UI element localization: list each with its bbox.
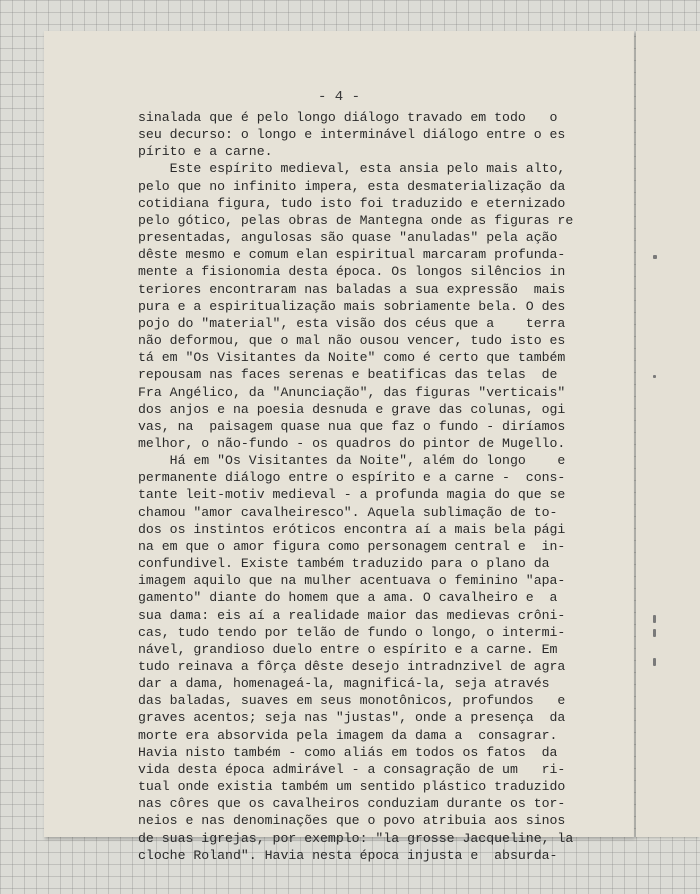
text-line: Havia nisto também - como aliás em todos os fatos da	[138, 744, 558, 760]
text-line: sinalada que é pelo longo diálogo travado em todo o	[138, 110, 558, 125]
text-line: presentadas, angulosas são quase "anuladas" pela ação	[138, 230, 558, 246]
text-line: graves acentos; seja nas "justas", onde a presença da	[138, 710, 566, 726]
text-line: imagem aquilo que na mulher acentuava o feminino "apa-	[138, 573, 566, 589]
text-line: dar a dama, homenageá-la, magnificá-la, seja através	[138, 676, 550, 692]
typewritten-page	[44, 31, 634, 863]
text-line: pelo que no infinito impera, esta desmaterialização da	[138, 178, 566, 194]
text-line: mente a fisionomia desta época. Os longos silêncios in	[138, 264, 566, 280]
text-line: Fra Angélico, da "Anunciação", das figuras "verticais"	[138, 384, 566, 400]
text-line: dos os instintos eróticos encontra aí a mais bela pági	[138, 521, 566, 537]
text-line: permanente diálogo entre o espírito e a carne - cons-	[138, 470, 566, 486]
text-line: pírito e a carne.	[138, 144, 273, 160]
ink-mark	[653, 658, 656, 666]
ink-mark	[653, 255, 657, 259]
text-line: neios e nas denominações que o povo atribuia aos sinos	[138, 813, 566, 829]
text-line: tual onde existia também um sentido plástico traduzido	[138, 779, 566, 795]
text-line: tante leit-motiv medieval - a profunda magia do que se	[138, 487, 566, 503]
text-line: de suas igrejas, por exemplo: "la grosse Jacqueline, la	[138, 830, 574, 846]
text-line: chamou "amor cavalheiresco". Aquela sublimação de to-	[138, 504, 558, 520]
text-line: Há em "Os Visitantes da Noite", além do longo e	[138, 453, 566, 469]
text-line: nas côres que os cavalheiros conduziam durante os tor-	[138, 796, 566, 812]
text-line: vas, na paisagem quase nua que faz o fundo - diríamos	[138, 418, 566, 434]
text-line: pelo gótico, pelas obras de Mantegna onde as figuras re	[138, 212, 574, 228]
text-line: na em que o amor figura como personagem central e in-	[138, 538, 566, 554]
text-line: confundivel. Existe também traduzido para o plano da	[138, 556, 550, 572]
text-line: das baladas, suaves em seus monotônicos, profundos e	[138, 693, 566, 709]
text-line: repousam nas faces serenas e beatificas das telas de	[138, 367, 558, 383]
body-text	[138, 109, 628, 864]
text-line: dos anjos e na poesia desnuda e grave das colunas, ogi	[138, 401, 566, 417]
text-line: dêste mesmo e comum elan espiritual marcaram profunda-	[138, 247, 566, 263]
text-line: melhor, o não-fundo - os quadros do pintor de Mugello.	[138, 435, 566, 451]
text-line: cloche Roland". Havia nesta época injusta e absurda-	[138, 847, 558, 863]
text-line: cotidiana figura, tudo isto foi traduzido e eternizado	[138, 195, 566, 211]
ink-mark	[653, 375, 656, 378]
text-line: não deformou, que o mal não ousou vencer, tudo isto es	[138, 333, 566, 349]
text-line: vida desta época admirável - a consagração de um ri-	[138, 761, 566, 777]
text-line: morte era absorvida pela imagem da dama a consagrar.	[138, 727, 558, 743]
ink-mark	[653, 629, 656, 637]
text-line: pura e a espiritualização mais sobriamente bela. O des	[138, 298, 566, 314]
text-line: tudo reinava a fôrça dêste desejo intradnzivel de agra	[138, 659, 566, 674]
text-line: pojo do "material", esta visão dos céus que a terra	[138, 315, 566, 331]
text-line: gamento" diante do homem que a ama. O cavalheiro e a	[138, 590, 558, 606]
page-number: - 4 -	[317, 89, 360, 105]
text-line: seu decurso: o longo e interminável diálogo entre o es	[138, 127, 566, 143]
text-line: Este espírito medieval, esta ansia pelo mais alto,	[138, 161, 566, 177]
adjacent-page-edge	[636, 31, 700, 837]
text-line: teriores encontraram nas baladas a sua expressão mais	[138, 281, 566, 297]
text-line: sua dama: eis aí a realidade maior das medievas crôni-	[138, 607, 566, 623]
text-line: cas, tudo tendo por telão de fundo o longo, o intermi-	[138, 624, 566, 640]
text-line: nável, grandioso duelo entre o espírito e a carne. Em	[138, 641, 558, 657]
text-line: tá em "Os Visitantes da Noite" como é certo que também	[138, 350, 566, 366]
ink-mark	[653, 615, 656, 623]
